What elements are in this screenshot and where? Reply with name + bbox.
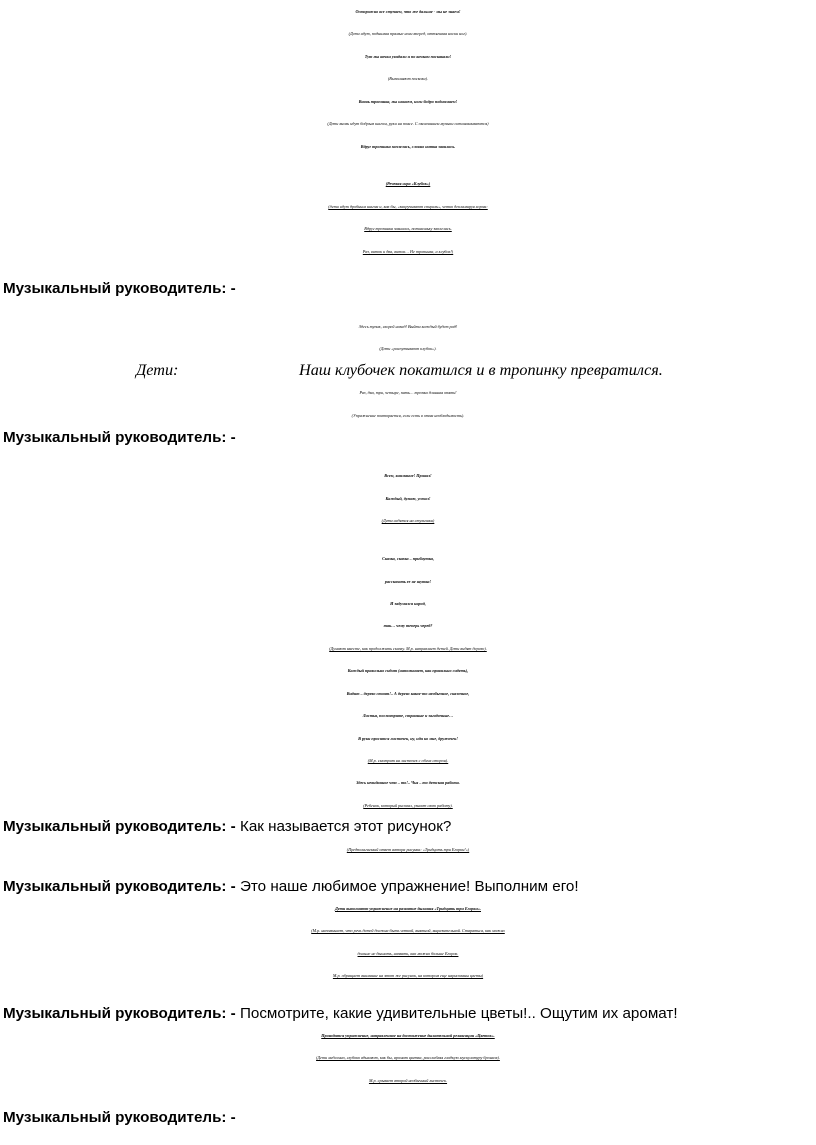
speaker-label: Музыкальный руководитель: -	[3, 1005, 236, 1022]
speaker-label: Музыкальный руководитель: -	[3, 280, 236, 297]
stage-direction: (М.р. напоминает, что речь детей должна быть четкой, внятной, выразительной. Стараться, как можно	[311, 928, 505, 933]
stage-direction: (Дети «распутывают клубок»).	[379, 346, 437, 351]
stage-direction: М.р. срывает второй необычный листочек.	[368, 1078, 448, 1083]
poem-line: Вновь тропинка, мы шагаем, ноги бодро поднимаем!	[358, 99, 458, 104]
dialogue-line	[3, 875, 579, 898]
dialogue-text: Это наше любимое упражнение! Выполним его!	[235, 878, 579, 895]
stage-direction: (Предполагаемый ответ автора рисунка: «Тридцать три Егорки!»)	[346, 847, 470, 852]
poem-line: Видит – дерево стоит!.. А дерево какое-то необычное, сказочное,	[346, 691, 470, 696]
speaker-label: Музыкальный руководитель: -	[3, 818, 236, 835]
dialogue-line	[3, 1002, 678, 1025]
poem-line: В руки просится листочек, ну, иди ко мне, дружочек!	[358, 736, 458, 741]
stage-direction: (Дети идут, поднимая прямые ноги вперед, оттягивая носки ног).	[348, 31, 468, 36]
poem-line: Здесь тупик, скорей назад! Выйти каждый будет рад!	[358, 324, 458, 329]
speaker-label-children: Дети:	[136, 361, 179, 379]
stage-direction: (Дети вновь идут бодрым шагом, руки на поясе. С окончанием музыки останавливаются)	[327, 121, 489, 126]
poem-line: Осторожно все ступаем, что же дальше - мы не знаем!	[355, 9, 461, 14]
poem-line: И задумался народ,	[390, 601, 426, 606]
poem-line: Сказка, сказка – прибаутка,	[382, 556, 434, 561]
stage-direction: (М.р. смотрит на листочек с обеих сторон).	[367, 758, 449, 763]
poem-line: так… чему теперь черед?	[383, 623, 433, 628]
stage-direction: (Думают вместе, как продолжить сказку. М.р. направляет детей. Дети видят дерево).	[329, 646, 487, 651]
poem-line: Каждый правильно сидит (напоминает, как правильно сидеть),	[347, 668, 469, 673]
poem-line: Вдруг тропинка завилась, потихоньку заплелась.	[364, 226, 452, 231]
speaker-label: Музыкальный руководитель: -	[3, 429, 236, 446]
stage-direction: М.р. обращает внимание на этот же рисунок, на котором еще нарисованы цветы)	[332, 973, 484, 978]
dialogue-text: Как называется этот рисунок?	[235, 818, 452, 835]
poem-line: рассказать ее не шутка!	[384, 579, 432, 584]
poem-line: Здесь невиданное что – то!.. Чья – то детская работа.	[356, 780, 460, 785]
poem-line: Наш клубочек покатился и в тропинку превратился.	[299, 361, 663, 379]
poem-line: Листья, посмотрите, странные и загадочные…	[362, 713, 454, 718]
speaker-label: Музыкальный руководитель: -	[3, 1109, 236, 1126]
exercise-title: Проводится упражнение, направленное на достижение дыхательной релаксации «Цветок».	[321, 1033, 495, 1038]
dialogue-text: Посмотрите, какие удивительные цветы!.. Ощутим их аромат!	[235, 1005, 678, 1022]
stage-direction: (Дети медленно, глубоко вдыхают, как бы, аромат цветка, расслабляя гладкую мускулатуру бронхов).	[316, 1055, 500, 1060]
stage-direction: (Выполняют поскоки).	[387, 76, 429, 81]
poem-line: Раз, два, три, четыре, пять… тропка длинная опять!	[359, 390, 457, 395]
game-title: (Речевая игра «Клубок»)	[385, 181, 431, 186]
stage-direction: дольше не дышать, назвать, как можно больше Егорок.	[357, 951, 459, 956]
stage-direction: (Упражнение повторяется, если есть в этом необходимость).	[351, 413, 465, 418]
stage-direction: (Ребенок, который рисовал, узнает свою работу).	[363, 803, 453, 808]
stage-direction: (дети идут дробным шагом и, как бы, «закручивают спираль», четко декламируя хором:	[328, 204, 488, 209]
poem-line: Тут мы кочки увидали и по кочкам поскакали!	[364, 54, 452, 59]
poem-line: Раз, виток и два, виток… Не тропинка, а клубок!)	[362, 249, 454, 254]
stage-direction: (Дети садятся на стульчики)	[381, 518, 435, 523]
dialogue-line	[3, 815, 451, 838]
poem-line: Вдруг тропинка заплелась, словно нитка завилась.	[360, 144, 456, 149]
poem-line: Каждый, думаю, устал!	[385, 496, 431, 501]
poem-line: Всем, внимание! Привал!	[384, 473, 432, 478]
exercise-title: Дети выполняют упражнение на развитие дыхания «Тридцать три Егорки».	[335, 906, 481, 911]
speaker-label: Музыкальный руководитель: -	[3, 878, 236, 895]
